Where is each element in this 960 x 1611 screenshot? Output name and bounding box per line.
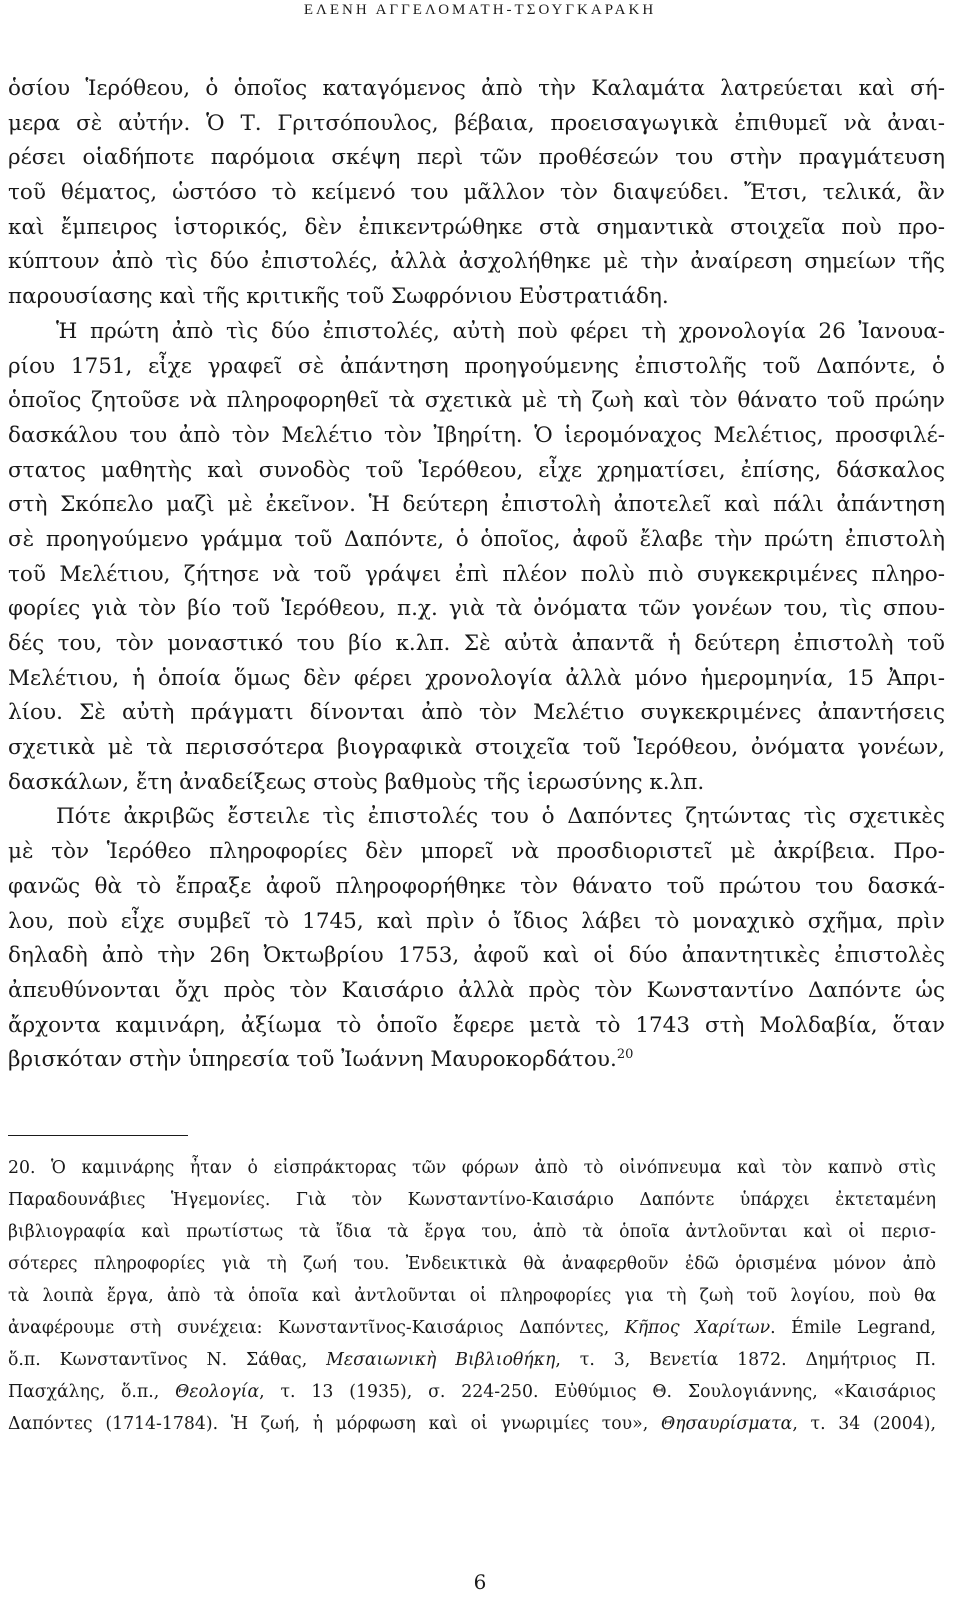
footnote-line [8,1312,936,1344]
footnote-text: ὅ.π. Κωνσταντῖνος Ν. Σάθας, [8,1350,308,1370]
footnote-line: 20. Ὁ καμινάρης ἦταν ὁ εἰσπράκτορας τῶν φόρων ἀπὸ τὸ οἰνόπνευμα καὶ τὸν καπνὸ στὶς [8,1158,936,1178]
text-line: ρέσει οἱαδήποτε παρόμοια σκέψη περὶ τῶν προθέσεών του στὴν πραγμάτευση [8,145,945,171]
text-line: φορίες γιὰ τὸν βίο τοῦ Ἱερόθεου, π.χ. γιὰ τὰ ὀνόματα τῶν γονέων του, τὶς σπου- [8,596,945,622]
page-number: 6 [473,1570,487,1594]
text-line: ὁσίου Ἱερόθεου, ὁ ὁποῖος καταγόμενος ἀπὸ τὴν Καλαμάτα λατρεύεται καὶ σή- [8,76,945,101]
footnotes [8,1152,936,1440]
text-line: δασκάλου του ἀπὸ τὸν Μελέτιο τὸν Ἰβηρίτη. Ὁ ἱερομόναχος Μελέτιος, προσφιλέ- [8,422,945,448]
footnote-text: . Émile Legrand, [770,1318,936,1338]
text-line: Μελέτιου, ἡ ὁποία ὅμως δὲν φέρει χρονολογία ἀλλὰ μόνο ἡμερομηνία, 15 Ἀπρι- [8,665,945,691]
text-line: ἄρχοντα καμινάρη, ἀξίωμα τὸ ὁποῖο ἔφερε μετὰ τὸ 1743 στὴ Μολδαβία, ὅταν [8,1012,945,1038]
footnote-reference[interactable]: 20 [616,1047,634,1063]
text-line-content: βρισκόταν στὴν ὑπηρεσία τοῦ Ἰωάννη Μαυροκορδάτου. [8,1047,617,1073]
footnote-text: , τ. 3, Βενετία 1872. Δημήτριος Π. [555,1350,936,1370]
text-line: ρίου 1751, εἶχε γραφεῖ σὲ ἀπάντηση προηγούμενης ἐπιστολῆς τοῦ Δαπόντε, ὁ [8,353,945,379]
footnote-line [8,1408,936,1440]
footnote-text: Πασχάλης, ὅ.π., [8,1382,160,1402]
footnote-text: ἀναφέρουμε στὴ συνέχεια: Κωνσταντῖνος-Καισάριος Δαπόντες, [8,1318,610,1338]
text-line: καὶ ἔμπειρος ἱστορικός, δὲν ἐπικεντρώθηκε στὰ σημαντικὰ στοιχεῖα ποὺ προ- [8,214,945,240]
footnote-text: Δαπόντες (1714-1784). Ἡ ζωή, ἡ μόρφωση καὶ οἱ γνωριμίες του», [8,1414,649,1434]
footnote-line [8,1344,936,1376]
text-line: στατος μαθητὴς καὶ συνοδὸς τοῦ Ἱερόθεου, εἶχε χρηματίσει, ἐπίσης, δάσκαλος [8,457,945,483]
footnote-line: Παραδουνάβιες Ἡγεμονίες. Γιὰ τὸν Κωνσταντίνο-Καισάριο Δαπόντε ὑπάρχει ἐκτεταμένη [8,1190,936,1210]
text-line: φανῶς θὰ τὸ ἔπραξε ἀφοῦ πληροφορήθηκε τὸν θάνατο τοῦ πρώτου του δασκά- [8,873,945,899]
text-line: σχετικὰ μὲ τὰ περισσότερα βιογραφικὰ στοιχεῖα τοῦ Ἱερόθεου, ὀνόματα γονέων, [8,735,945,761]
cited-title: Θησαυρίσματα [660,1414,793,1434]
text-line: λίου. Σὲ αὐτὴ πράγματι δίνονται ἀπὸ τὸν Μελέτιο συγκεκριμένες ἀπαντήσεις [8,700,945,726]
running-header: ΕΛΕΝΗ ΑΓΓΕΛΟΜΑΤΗ-ΤΣΟΥΓΚΑΡΑΚΗ [303,2,657,18]
main-text [8,72,945,1078]
text-line: στὴ Σκόπελο μαζὶ μὲ ἐκεῖνον. Ἡ δεύτερη ἐπιστολὴ ἀποτελεῖ καὶ πάλι ἀπάντηση [8,492,945,518]
footnote-line: βιβλιογραφία καὶ πρωτίστως τὰ ἴδια τὰ ἔργα του, ἀπὸ τὰ ὁποῖα ἀντλοῦνται καὶ οἱ περισ- [8,1222,936,1242]
cited-title: Θεολογία [175,1382,260,1402]
text-line: δές του, τὸν μοναστικό του βίο κ.λπ. Σὲ αὐτὰ ἀπαντᾶ ἡ δεύτερη ἐπιστολὴ τοῦ [8,631,945,656]
text-line: δασκάλων, ἔτη ἀναδείξεως στοὺς βαθμοὺς τῆς ἱερωσύνης κ.λπ. [8,769,705,795]
footnote-line: σότερες πληροφορίες γιὰ τὴ ζωή του. Ἐνδεικτικὰ θὰ ἀναφερθοῦν ἐδῶ ὁρισμένα μόνον ἀπὸ [8,1254,936,1274]
text-line: Ἡ πρώτη ἀπὸ τὶς δύο ἐπιστολές, αὐτὴ ποὺ φέρει τὴ χρονολογία 26 Ἰανουα- [56,318,945,344]
footnote-line [8,1376,936,1408]
footnote-divider [8,1135,188,1136]
text-line: ἀπευθύνονται ὄχι πρὸς τὸν Καισάριο ἀλλὰ πρὸς τὸν Κωνσταντίνο Δαπόντε ὡς [8,977,945,1003]
footnote-text: , τ. 13 (1935), σ. 224-250. Εὐθύμιος Θ. Σουλογιάννης, «Καισάριος [259,1382,936,1402]
text-line: μὲ τὸν Ἱερόθεο πληροφορίες δὲν μπορεῖ νὰ προσδιοριστεῖ μὲ ἀκρίβεια. Προ- [8,839,945,865]
text-line: δηλαδὴ ἀπὸ τὴν 26η Ὀκτωβρίου 1753, ἀφοῦ καὶ οἱ δύο ἀπαντητικὲς ἐπιστολὲς [8,943,945,969]
text-line: λου, ποὺ εἶχε συμβεῖ τὸ 1745, καὶ πρὶν ὁ ἴδιος λάβει τὸ μοναχικὸ σχῆμα, πρὶν [8,908,945,934]
cited-title: Κῆπος Χαρίτων [624,1318,771,1338]
text-line: Πότε ἀκριβῶς ἔστειλε τὶς ἐπιστολές του ὁ Δαπόντες ζητώντας τὶς σχετικὲς [56,804,945,830]
text-line: κύπτουν ἀπὸ τὶς δύο ἐπιστολές, ἀλλὰ ἀσχολήθηκε μὲ τὴν ἀναίρεση σημείων τῆς [8,249,945,275]
text-line: ὁποῖος ζητοῦσε νὰ πληροφορηθεῖ τὰ σχετικὰ μὲ τὴ ζωὴ καὶ τὸν θάνατο τοῦ πρώην [8,388,945,414]
text-line: τοῦ Μελέτιου, ζήτησε νὰ τοῦ γράψει ἐπὶ πλέον πολὺ πιὸ συγκεκριμένες πληρο- [8,561,945,587]
text-line: τοῦ θέματος, ὡστόσο τὸ κείμενό του μᾶλλον τὸν διαψεύδει. Ἔτσι, τελικά, ἂν [8,180,945,206]
text-line: παρουσίασης καὶ τῆς κριτικῆς τοῦ Σωφρόνιου Εὐστρατιάδη. [8,284,669,310]
text-line: σὲ προηγούμενο γράμμα τοῦ Δαπόντε, ὁ ὁποῖος, ἀφοῦ ἔλαβε τὴν πρώτη ἐπιστολὴ [8,526,945,552]
cited-title: Μεσαιωνικὴ Βιβλιοθήκη [326,1350,556,1370]
text-line [8,1043,945,1078]
text-line: μερα σὲ αὐτήν. Ὁ Τ. Γριτσόπουλος, βέβαια, προεισαγωγικὰ ἐπιθυμεῖ νὰ ἀναι- [8,110,945,136]
footnote-line: τὰ λοιπὰ ἔργα, ἀπὸ τὰ ὁποῖα καὶ ἀντλοῦνται οἱ πληροφορίες για τὴ ζωὴ τοῦ λογίου, ποὺ θα [8,1286,936,1306]
footnote-text: , τ. 34 (2004), [792,1414,936,1434]
